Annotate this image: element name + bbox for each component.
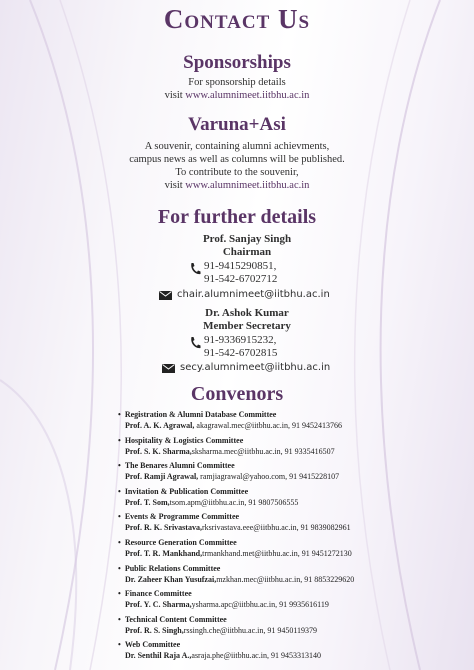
souvenir-heading: Varuna+Asi — [188, 114, 286, 135]
contact-2-block — [10, 307, 474, 333]
committee-name: • Events & Programme Committee — [118, 511, 458, 522]
convenor-contact: ysharma.apc@iitbhu.ac.in, 91 9935616119 — [191, 600, 329, 610]
contact-2-phones — [204, 334, 277, 360]
contact-1-phone-1: 91-9415290851, — [204, 260, 277, 272]
contact-2-phone-1: 91-9336915232, — [204, 334, 277, 346]
convenor-line — [118, 650, 458, 662]
convenor-name: Prof. Y. C. Sharma, — [125, 600, 192, 610]
souvenir-url-link[interactable]: www.alumnimeet.iitbhu.ac.in — [185, 180, 310, 191]
committee-name: • Resource Generation Committee — [118, 537, 458, 548]
phone-icon — [189, 262, 201, 276]
list-item — [118, 409, 458, 435]
convenor-line — [118, 497, 458, 509]
souvenir-section — [0, 114, 474, 192]
convenor-contact: akagrawal.mec@iitbhu.ac.in, 91 9452413766 — [194, 421, 342, 430]
committee-name: • Hospitality & Logistics Committee — [118, 435, 458, 446]
committee-name: • Technical Content Committee — [118, 614, 458, 625]
contact-2-email-link[interactable]: secy.alumnimeet@iitbhu.ac.in — [180, 362, 331, 373]
convenor-contact: trmankhand.met@iitbhu.ac.in, 91 9451272130 — [202, 548, 352, 558]
email-icon — [162, 364, 175, 373]
committee-name: • Invitation & Publication Committee — [118, 486, 458, 497]
contact-1-name: Prof. Sanjay Singh — [202, 233, 292, 245]
page-title: Contact Us — [163, 4, 311, 34]
sponsorships-visit-label: visit — [164, 90, 183, 101]
contact-1-phones — [204, 260, 277, 286]
convenors-heading: Convenors — [190, 383, 284, 405]
contact-1-email-link[interactable]: chair.alumnimeet@iitbhu.ac.in — [177, 289, 330, 300]
convenor-line — [118, 625, 458, 637]
convenor-line — [118, 574, 458, 586]
convenor-line — [118, 522, 458, 534]
convenor-name: Prof. R. S. Singh, — [125, 625, 184, 635]
convenor-line — [118, 446, 458, 458]
list-item — [118, 435, 458, 461]
convenor-name: Prof. A. K. Agrawal, — [125, 421, 195, 430]
list-item — [118, 537, 458, 563]
souvenir-line-3: To contribute to the souvenir, — [175, 167, 299, 178]
convenor-line — [118, 548, 458, 560]
contact-1-phone-2: 91-542-6702712 — [204, 273, 278, 285]
committee-name: • Public Relations Committee — [118, 563, 458, 574]
convenor-name: Prof. T. R. Mankhand, — [125, 548, 203, 558]
convenor-contact: sksharma.mec@iitbhu.ac.in, 91 9335416507 — [191, 446, 335, 456]
sponsorships-line: For sponsorship details — [188, 77, 286, 88]
list-item — [118, 486, 458, 512]
sponsorships-heading: Sponsorships — [183, 52, 291, 73]
committee-name: • The Benares Alumni Committee — [118, 460, 458, 471]
sponsorships-section — [0, 52, 474, 102]
contact-2-phone-2: 91-542-6702815 — [204, 347, 278, 359]
convenor-name: Dr. Zaheer Khan Yusufzai, — [125, 574, 217, 584]
details-heading: For further details — [157, 206, 317, 228]
convenor-line — [118, 471, 458, 483]
committee-name: • Finance Committee — [118, 588, 458, 599]
list-item — [118, 614, 458, 640]
email-icon — [159, 291, 172, 300]
list-item — [118, 588, 458, 614]
convenors-list — [118, 409, 458, 665]
convenor-contact: rssingh.che@iitbhu.ac.in, 91 9450119379 — [183, 625, 318, 635]
list-item — [118, 460, 458, 486]
contact-1-role: Chairman — [222, 246, 272, 258]
convenor-contact: ramjiagrawal@yahoo.com, 91 9415228107 — [198, 472, 340, 482]
list-item — [118, 563, 458, 589]
list-item — [118, 511, 458, 537]
convenor-line — [118, 599, 458, 611]
committee-name: • Registration & Alumni Database Committee — [118, 409, 458, 420]
convenor-name: Prof. R. K. Srivastava, — [125, 523, 202, 533]
list-item — [118, 639, 458, 665]
convenor-contact: asraja.phe@iitbhu.ac.in, 91 9453313140 — [191, 651, 321, 661]
convenor-name: Dr. Senthil Raja A., — [125, 651, 192, 661]
committee-name: • Web Committee — [118, 639, 458, 650]
sponsorships-url-link[interactable]: www.alumnimeet.iitbhu.ac.in — [185, 90, 310, 101]
convenor-name: Prof. Ramji Agrawal, — [125, 472, 199, 482]
phone-icon — [189, 336, 201, 350]
details-heading-wrap — [0, 206, 474, 229]
souvenir-line-2: campus news as well as columns will be published. — [129, 154, 345, 165]
convenor-line — [118, 420, 458, 432]
convenor-name: Prof. T. Som, — [125, 497, 170, 507]
contact-1-block — [10, 233, 474, 259]
convenor-name: Prof. S. K. Sharma, — [125, 446, 192, 456]
souvenir-visit-line — [0, 179, 474, 192]
convenor-contact: tsom.apm@iitbhu.ac.in, 91 9807506555 — [169, 497, 299, 507]
convenor-contact: mzkhan.mec@iitbhu.ac.in, 91 8853229620 — [216, 574, 355, 584]
sponsorships-visit-line — [0, 89, 474, 102]
souvenir-line-1: A souvenir, containing alumni achievments, — [144, 141, 330, 152]
contact-2-name: Dr. Ashok Kumar — [205, 307, 289, 319]
contact-2-role: Member Secretary — [203, 320, 291, 332]
convenors-heading-wrap — [0, 383, 474, 406]
souvenir-visit-label: visit — [164, 180, 183, 191]
convenor-contact: rksrivastava.eee@iitbhu.ac.in, 91 9839082961 — [201, 523, 351, 533]
